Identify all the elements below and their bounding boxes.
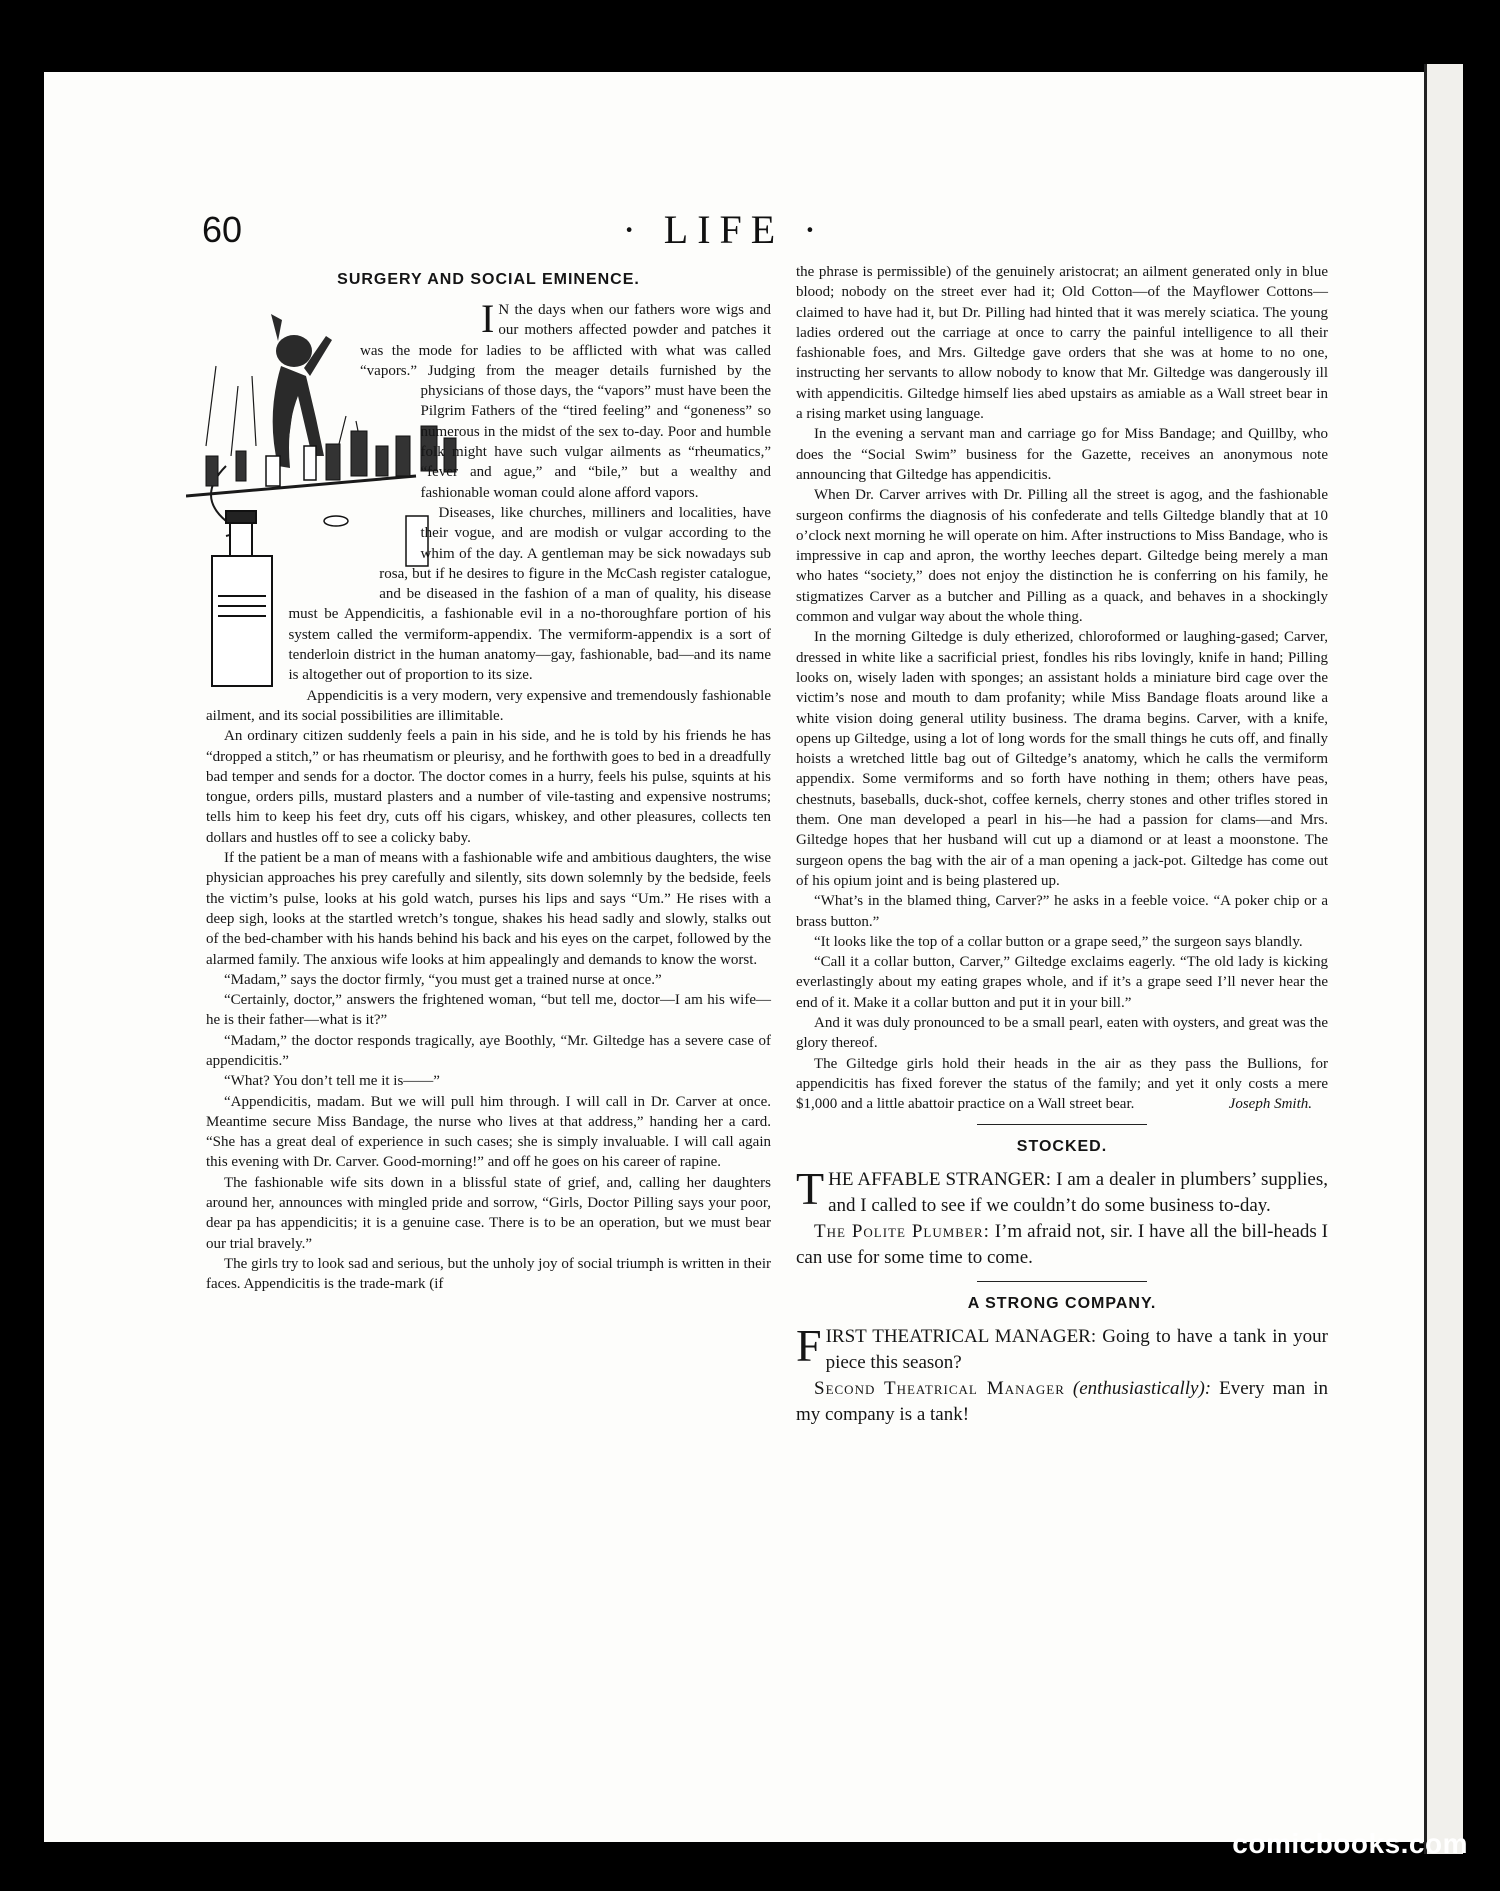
article-paragraph: And it was duly pronounced to be a small pearl, eaten with oysters, and great was the glory thereof. (796, 1014, 1328, 1052)
strong-company-line-2: Second Theatrical Manager (enthusiastically): Every man in my company is a tank! (796, 1378, 1328, 1426)
magazine-page (44, 72, 1424, 1842)
article-paragraph: In the evening a servant man and carriage go for Miss Bandage; and Quillby, who does the “Social Swim” business for the Gazette, receives an anonymous note announcing that Giltedge has appendicitis. (796, 426, 1328, 483)
strong-company-title: A STRONG COMPANY. (967, 1295, 1157, 1313)
article-paragraph: the phrase is permissible) of the genuinely aristocrat; an ailment generated only in blue blood; nobody on the street ever had it; Old Cotton—of the Mayflower Cottons—claimed to have had it, but Dr. Pilling had hinted that it was merely sciatica. The young ladies ordered out the carriage at once to carry the painful intelligence to all their fashionable foes, and Mrs. Giltedge gave orders that she was at home to no one, instructing her servants to allow nobody to know that Mr. Giltedge was dangerously ill with appendicitis. Giltedge himself lies abed upstairs as amiable as a Wall street bear in a rising market using language. (796, 264, 1328, 423)
article-paragraph: Appendicitis is a very modern, very expensive and tremendously fashionable ailment, and its social possibilities are illimitable. (206, 687, 771, 724)
section-divider (977, 1281, 1147, 1282)
drop-cap: I (481, 296, 495, 341)
article-paragraph: If the patient be a man of means with a fashionable wife and ambitious daughters, the wise physician approaches his prey carefully and silently, sits down solemnly by the bedside, feels the victim’s pulse, looks at his gold watch, purses his lips and says “Um.” He rises with a deep sigh, looks at the startled wretch’s tongue, shakes his head sadly and slowly, stalks out of the bed-chamber with his hands behind his back and his eyes on the carpet, followed by the alarmed family. The anxious wife looks at him appealingly and demands to know the worst. (206, 850, 771, 968)
adjacent-page-edge (1424, 64, 1463, 1854)
author-signature: Joseph Smith. (1228, 1096, 1312, 1113)
article-paragraph: “What? You don’t tell me it is——” (224, 1073, 440, 1090)
article-paragraph: “Call it a collar button, Carver,” Giltedge exclaims eagerly. “The old lady is kicking everlastingly about my eating grapes whole, and if it’s a grape seed I’ll never hear the end of it. Make it a collar button and put it in your bill.” (796, 954, 1328, 1011)
site-watermark: comicbooks.com (1232, 1828, 1468, 1859)
article-paragraph: “Madam,” says the doctor firmly, “you must get a trained nurse at once.” (224, 971, 662, 988)
article-paragraph: The girls try to look sad and serious, but the unholy joy of social triumph is written in their faces. Appendicitis is the trade-mark (if (206, 1255, 771, 1293)
article-paragraph: An ordinary citizen suddenly feels a pain in his side, and he is told by his friends he has “dropped a stitch,” or has rheumatism or pleurisy, and he forthwith goes to bed in a dreadfully bad temper and sends for a doctor. The doctor comes in a hurry, feels his pulse, squints at his tongue, orders pills, mustard plasters and a number of vile-tasting and expensive nostrums; tells him to keep his feet dry, cuts off his cigars, whiskey, and other pleasures, collects ten dollars and hustles off to see a colicky baby. (206, 728, 771, 846)
stocked-joke (796, 1163, 1329, 1271)
article-paragraph: “Appendicitis, madam. But we will pull him through. I will call in Dr. Carver at once. Meantime secure Miss Bandage, the nurse who lives at that address,” handing her a card. “She has a great deal of experience in such cases; she is simply invaluable. I will call again this evening with Dr. Carver. Good-morning!” and off he goes on his career of rapine. (206, 1093, 771, 1171)
article-paragraph: The Giltedge girls hold their heads in the air as they pass the Bullions, for appendicitis has fixed forever the status of the family; and yet it only costs a mere $1,000 and a little abattoir practice on a Wall street bear. Joseph Smith. (796, 1054, 1328, 1115)
drop-cap: F (796, 1320, 822, 1372)
page-header (44, 200, 1424, 260)
article-paragraph: Diseases, like churches, milliners and localities, have their vogue, and are modish or vulgar according to the whim of the day. A gentleman may be sick nowadays sub rosa, but if he desires to figure in the McCash register catalogue, and be diseased in the fashion of a man of quality, his disease must be Appendicitis, a fashionable evil in a no-thoroughfare portion of his system called the vermiform-appendix. The vermiform-appendix is a sort of tenderloin district in the human anatomy—gay, fashionable, bad—and its name is altogether out of proportion to its size. (288, 504, 771, 684)
stocked-title: STOCKED. (1016, 1138, 1108, 1156)
article-paragraph: The fashionable wife sits down in a blissful state of grief, and, calling her daughters around her, announces with mingled pride and sorrow, “Girls, Doctor Pilling says your poor, dear pa has appendicitis; it is a genuine case. There is to be an operation, but we must bear our trial bravely.” (206, 1174, 771, 1252)
stocked-line-2: The Polite Plumber: I’m afraid not, sir. I have all the bill-heads I can use for some time to come. (796, 1221, 1329, 1269)
section-divider (977, 1124, 1147, 1125)
right-column (796, 262, 1328, 1428)
page-number: 60 (202, 209, 243, 250)
article-paragraph: In the morning Giltedge is duly etherized, chloroformed or laughing-gased; Carver, dressed in white like a sacrificial priest, fondles his ribs lovingly, knife in hand; Pilling looks on, wisely laden with sponges; an assistant holds a miniature bird cage over the victim’s nose and mouth to dam profanity; while Miss Bandage floats around like a white vision doing general utility business. The drama begins. Carver, with a knife, opens up Giltedge, using a lot of long words for the small things he cuts off, and finally hoists a wretched little bag out of Giltedge’s anatomy, which he calls the vermiform appendix. Some vermiforms and so forth have nothing in them; others have peas, chestnuts, baseballs, duck-shot, coffee kernels, cherry stones and other trifles stored in them. One man developed a pearl in his—he had a passion for clams—and Mrs. Giltedge hopes that her husband will cut up a diamond or at least a moonstone. The surgeon opens the bag with the air of a man opening a jack-pot. Giltedge has come out of his opium joint and is being plastered up. (796, 629, 1328, 889)
stocked-line-1: THE AFFABLE STRANGER: I am a dealer in plumbers’ supplies, and I called to see if we couldn’t do some business to-day. (796, 1163, 1328, 1217)
drop-cap: T (796, 1163, 825, 1215)
strong-company-line-1: FIRST THEATRICAL MANAGER: Going to have a tank in your piece this season? (796, 1320, 1328, 1374)
article-paragraph: I N the days when our fathers wore wigs and our mothers affected powder and patches it was the mode for ladies to be afflicted with what was called “vapors.” Judging from the meager details furnished by the physicians of those days, the “vapors” must have been the Pilgrim Fathers of the “tired feeling” and “goneness” so numerous in the midst of the sex to-day. Poor and humble folk might have such vulgar ailments as “rheumatics,” “fever and ague,” and “bile,” but a wealthy and fashionable woman could alone afford vapors. (360, 296, 771, 501)
left-column (206, 268, 771, 1295)
article-paragraph: “It looks like the top of a collar button or a grape seed,” the surgeon says blandly. (814, 933, 1303, 950)
article-paragraph: “Certainly, doctor,” answers the frightened woman, “but tell me, doctor—I am his wife—he is their father—what is it?” (206, 992, 771, 1029)
article-paragraph: “What’s in the blamed thing, Carver?” he asks in a feeble voice. “A poker chip or a brass button.” (796, 893, 1328, 930)
strong-company-joke (796, 1320, 1328, 1428)
masthead-title: · LIFE · (622, 207, 826, 252)
article-paragraph: “Madam,” the doctor responds tragically, aye Boothly, “Mr. Giltedge has a severe case of appendicitis.” (206, 1032, 771, 1069)
article-paragraph: When Dr. Carver arrives with Dr. Pilling all the street is agog, and the fashionable surgeon confirms the diagnosis of his confederate and tells Giltedge blandly that at 10 o’clock next morning he will operate on him. After instructions to Miss Bandage, who is impressive in cap and apron, the worthy leeches depart. Giltedge being merely a man who hates “society,” does not enjoy the distinction he is conferring on his family, he stigmatizes Carver as a butcher and Pilling as a quack, and behaves in a shockingly common and vulgar way about the whole thing. (796, 487, 1328, 626)
article-title: SURGERY AND SOCIAL EMINENCE. (337, 271, 640, 288)
